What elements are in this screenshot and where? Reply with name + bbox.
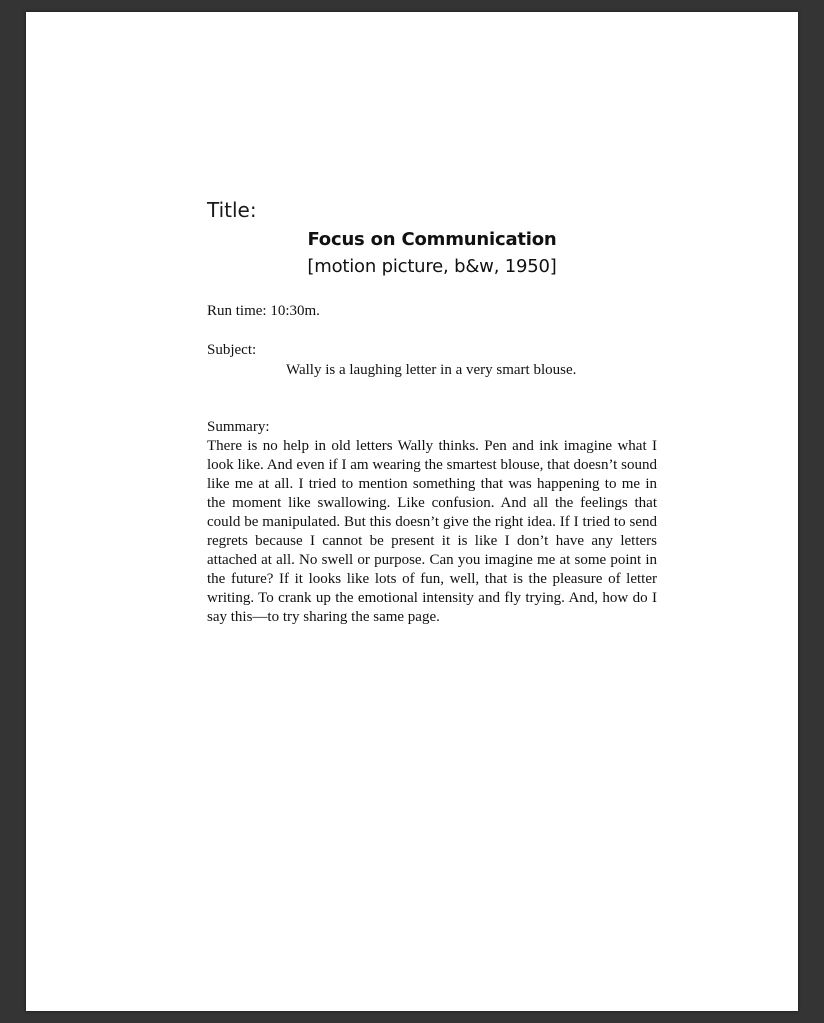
document-page <box>26 12 798 1011</box>
document-title: Focus on Communication <box>307 229 557 250</box>
runtime-text: Run time: 10:30m. <box>207 303 320 319</box>
document-subtitle: [motion picture, b&w, 1950] <box>307 256 557 277</box>
subject-label: Subject: <box>207 342 257 358</box>
summary-label: Summary: <box>207 419 270 435</box>
title-label: Title: <box>207 198 257 222</box>
page-content <box>207 196 657 627</box>
subject-text: Wally is a laughing letter in a very smart blouse. <box>286 362 577 378</box>
summary-text: There is no help in old letters Wally thinks. Pen and ink imagine what I look like. And even if I am wearing the smartest blouse, that doesn’t sound like me at all. I tried to mention something that was happening to me in the moment like swallowing. Like confusion. And all the feelings that could be manipulated. But this doesn’t give the right idea. If I tried to send regrets because I cannot be present it is like I don’t have any letters attached at all. No swell or purpose. Can you imagine me at some point in the future? If it looks like lots of fun, well, that is the pleasure of letter writing. To crank up the emotional intensity and fly trying. And, how do I say this—to try sharing the same page. <box>207 438 657 625</box>
